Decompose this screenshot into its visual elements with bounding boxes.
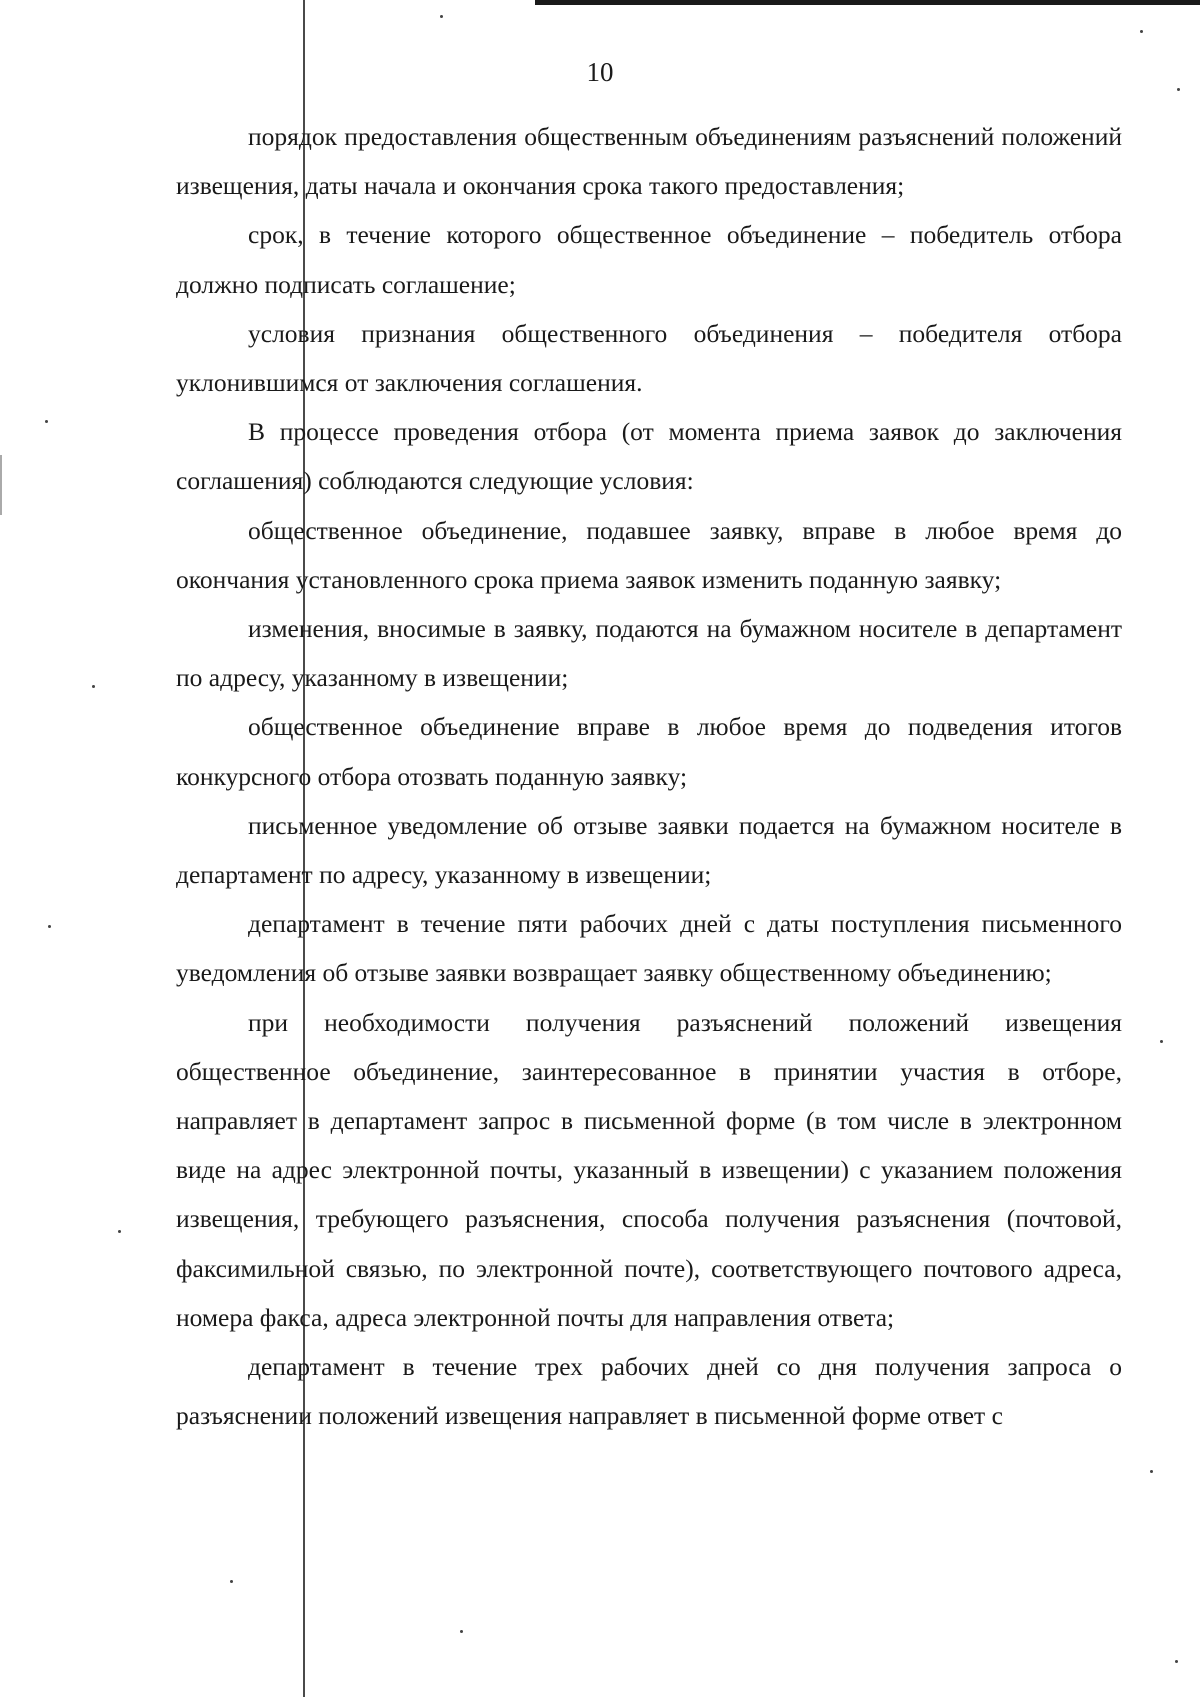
- scan-speck: [1150, 1470, 1153, 1473]
- paragraph: департамент в течение трех рабочих дней со дня получения запроса о разъяснении положений извещения направляет в письменной форме ответ с: [176, 1352, 1122, 1431]
- paragraph: общественное объединение вправе в любое время до подведения итогов конкурсного отбора отозвать поданную заявку;: [176, 712, 1122, 791]
- body-text: [176, 112, 1122, 1440]
- scan-artifact-left-mark: [0, 455, 2, 515]
- paragraph: общественное объединение, подавшее заявку, вправе в любое время до окончания установленного срока приема заявок изменить поданную заявку;: [176, 515, 1122, 594]
- scan-speck: [92, 685, 95, 688]
- scan-speck: [1160, 1040, 1163, 1043]
- paragraph: условия признания общественного объединения – победителя отбора уклонившимся от заключения соглашения.: [176, 318, 1122, 398]
- page-number: 10: [586, 57, 614, 87]
- scan-speck: [118, 1230, 121, 1233]
- paragraph: письменное уведомление об отзыве заявки подается на бумажном носителе в департамент по адресу, указанному в извещении;: [176, 810, 1122, 890]
- paragraph: В процессе проведения отбора (от момента приема заявок до заключения соглашения) соблюдаются следующие условия:: [176, 417, 1122, 496]
- paragraph: департамент в течение пяти рабочих дней с даты поступления письменного уведомления об отзыве заявки возвращает заявку общественному объединению;: [176, 909, 1122, 988]
- scan-speck: [440, 15, 443, 18]
- scan-speck: [45, 420, 48, 423]
- scan-speck: [460, 1630, 463, 1633]
- paragraph: при необходимости получения разъяснений положений извещения общественное объединение, заинтересованное в принятии участия в отборе, направляет в департамент запрос в письменной форме (в том числе в электронном виде на адрес электронной почты, указанный в извещении) с указанием положения извещения, требующего разъяснения, способа получения разъяснения (почтовой, факсимильной связью, по электронной почте), соответствующего почтового адреса, номера факса, адреса электронной почты для направления ответа;: [176, 1007, 1122, 1332]
- scan-artifact-top-line: [535, 0, 1200, 5]
- paragraph: изменения, вносимые в заявку, подаются на бумажном носителе в департамент по адресу, указанному в извещении;: [176, 614, 1122, 693]
- paragraph: порядок предоставления общественным объединениям разъяснений положений извещения, даты начала и окончания срока такого предоставления;: [176, 122, 1122, 201]
- scan-speck: [1140, 30, 1143, 33]
- scan-speck: [230, 1580, 233, 1583]
- scan-speck: [48, 925, 51, 928]
- paragraph: срок, в течение которого общественное объединение – победитель отбора должно подписать соглашение;: [176, 220, 1122, 299]
- scan-speck: [1175, 1660, 1178, 1663]
